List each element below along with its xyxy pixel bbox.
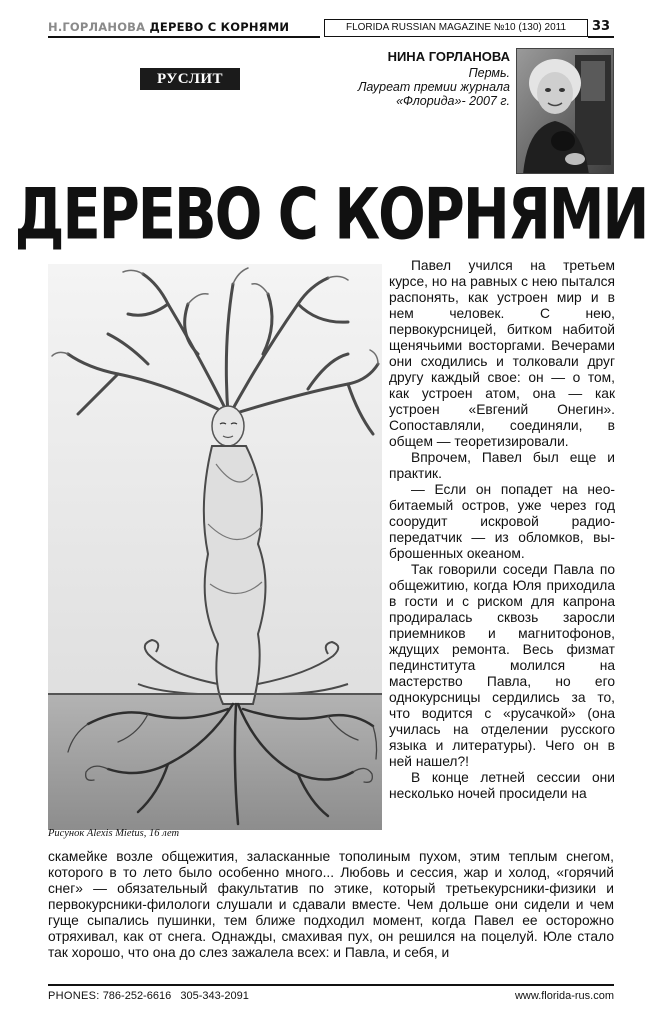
paragraph: Так говорили соседи Павла по общежитию, когда Юля приходила в гости и с риском для капрона продиралась сквозь заросли приемников и магнитофонов, ждущих ремонта. Весь физмат пединститута молился на мастерство Павла, но его однокурсницы сердились за то, что водится с «русачкой» (она училась на отделении русского языка и литературы). Чего он в ней нашел?!	[389, 562, 615, 769]
article-full-width-text	[48, 849, 614, 961]
author-photo	[516, 48, 614, 174]
illustration-caption: Рисунок Alexis Mietus, 16 лет	[48, 828, 180, 839]
tree-illustration	[48, 264, 382, 830]
rubric-badge: РУСЛИТ	[140, 68, 240, 90]
author-portrait-image	[517, 49, 614, 174]
footer-rule	[48, 984, 614, 986]
footer-website: www.florida-rus.com	[514, 990, 614, 1002]
tree-woman-drawing	[48, 264, 382, 830]
article-column	[389, 258, 615, 802]
phone-2: 305-343-2091	[180, 990, 249, 1002]
author-name: НИНА ГОРЛАНОВА	[387, 49, 510, 64]
magazine-issue: FLORIDA RUSSIAN MAGAZINE №10 (130) 2011	[324, 19, 588, 37]
paragraph: — Если он попадет на необитаемый остров, уже через год соорудит искровой радиопередатчик — из обломков, выброшенных океаном.	[389, 482, 615, 561]
footer-phones	[48, 990, 249, 1002]
phone-1: 786-252-6616	[102, 990, 172, 1002]
article-title: ДЕРЕВО С КОРНЯМИ	[14, 174, 648, 256]
page-number-rule	[588, 36, 614, 38]
author-city: Пермь.	[468, 66, 510, 80]
paragraph-continuation: скамейке возле общежития, заласканные тополиным пухом, этим теплым снегом, которого в то лето было особенно много... Любовь и сессия, жар и холод, «горячий снег» — обязательный факультатив по этике, который третьекурсники-физики и первокурсники-филологи слушали и сдавали вместе. Чем дольше они сидели и чем гуще сыпались пушинки, тем ближе подходил момент, когда Павел ее осторожно отряхивал, как от снега. Однажды, смахивая пух, он решился на поцелуй. Юле стало так хорошо, что она до слез зажалела всех: и Павла, и себя, и	[48, 849, 614, 960]
author-award-line2: «Флорида»- 2007 г.	[396, 94, 510, 108]
phones-label: PHONES:	[48, 990, 100, 1002]
header-title: ДЕРЕВО С КОРНЯМИ	[149, 20, 290, 34]
page-number: 33	[592, 19, 611, 34]
author-award-line1: Лауреат премии журнала	[357, 80, 510, 94]
header-author: Н.ГОРЛАНОВА	[48, 20, 146, 34]
paragraph: Впрочем, Павел был еще и практик.	[389, 450, 615, 481]
author-block	[358, 50, 510, 108]
running-header	[48, 20, 289, 34]
header-rule	[48, 36, 320, 38]
paragraph: В конце летней сессии они несколько ночей просидели на	[389, 770, 615, 801]
paragraph: Павел учился на третьем курсе, но на равных с нею пытался распонять, как устроен мир и в нем человек. С нею, первокурсницей, битком набитой щенячьими восторгами. Вечерами они сходились и толковали друг другу каждый свое: он — о том, как устроен атом, она — как устроен «Евгений Онегин». Сопоставляли, соединяли, в общем — теоретизировали.	[389, 258, 615, 449]
